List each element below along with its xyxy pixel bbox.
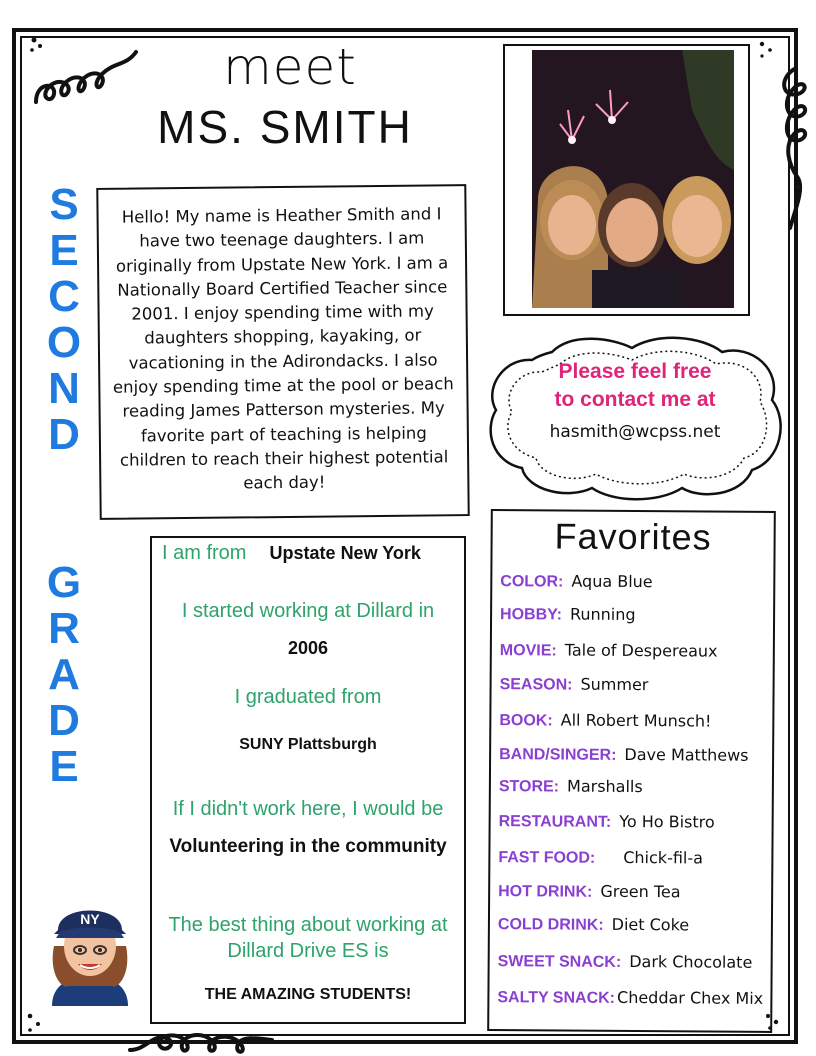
favorite-item xyxy=(498,881,768,903)
doodle-bottom-left-icon xyxy=(22,1008,52,1038)
fact-graduated-value: SUNY Plattsburgh xyxy=(239,736,377,753)
fact-from-label: I am from xyxy=(162,542,247,564)
grade-letter: N xyxy=(48,364,80,413)
teacher-photo xyxy=(532,50,734,308)
grade-letter: E xyxy=(49,742,79,791)
favorite-label: FAST FOOD: xyxy=(498,849,596,867)
doodle-top-right-icon xyxy=(748,38,814,238)
favorite-value: Running xyxy=(569,604,636,625)
favorite-value: Marshalls xyxy=(566,776,643,797)
grade-letter: D xyxy=(48,696,80,745)
contact-email-link[interactable]: hasmith@wcpss.net xyxy=(549,422,721,442)
teacher-name-title: MS. SMITH xyxy=(157,101,413,153)
favorite-label: HOBBY: xyxy=(500,606,563,624)
grade-letter: D xyxy=(48,410,80,459)
grade-letter: O xyxy=(46,318,82,367)
favorite-value: Cheddar Chex Mix xyxy=(616,987,764,1008)
fact-started-value: 2006 xyxy=(287,638,329,658)
bitmoji-avatar-icon xyxy=(44,886,136,1006)
grade-letter: G xyxy=(46,558,82,607)
title-meet: meet xyxy=(223,38,357,96)
favorite-value: Summer xyxy=(580,674,649,695)
grade-word-grade xyxy=(42,560,86,790)
fact-from-value: Upstate New York xyxy=(269,543,421,563)
favorite-value: Green Tea xyxy=(600,881,681,902)
contact-cloud xyxy=(482,330,788,504)
doodle-top-left-icon xyxy=(26,32,146,112)
facts-box xyxy=(150,536,466,1024)
favorite-item xyxy=(499,776,769,798)
favorite-value: Dark Chocolate xyxy=(629,951,753,972)
favorite-item xyxy=(497,987,767,1009)
favorite-item xyxy=(500,640,770,662)
favorites-box xyxy=(487,509,776,1033)
grade-letter: S xyxy=(49,180,79,229)
fact-else-label: If I didn't work here, I would be xyxy=(172,798,444,820)
grade-word-second xyxy=(42,182,86,458)
favorite-label: MOVIE: xyxy=(499,642,557,660)
favorite-value: Diet Coke xyxy=(611,914,690,935)
grade-letter: A xyxy=(48,650,80,699)
bio-box xyxy=(96,184,469,520)
fact-best-value: THE AMAZING STUDENTS! xyxy=(204,986,412,1003)
favorite-label: COLD DRINK: xyxy=(497,916,604,934)
favorite-label: SWEET SNACK: xyxy=(497,953,622,971)
bio-text: Hello! My name is Heather Smith and I have two teenage daughters. I am originally from Upstate New York. I am a Nationally Board Certified Teacher since 2001. I enjoy spending time with my daughters shopping, kayaking, or vacationing in the Adirondacks. I also enjoy spending time at the pool or beach reading James Patterson mysteries. My favorite part of teaching is helping children to reach their highest potential each day! xyxy=(112,204,454,493)
fact-graduated-label: I graduated from xyxy=(234,686,382,708)
favorite-item xyxy=(500,674,770,696)
favorite-item xyxy=(498,914,768,936)
favorite-label: BAND/SINGER: xyxy=(499,746,617,764)
favorite-label: HOT DRINK: xyxy=(498,883,593,901)
grade-letter: E xyxy=(49,226,79,275)
grade-letter: C xyxy=(48,272,80,321)
favorite-item xyxy=(499,811,769,833)
favorite-item xyxy=(500,604,770,626)
favorite-label: RESTAURANT: xyxy=(498,813,612,831)
favorite-value: Tale of Despereaux xyxy=(564,640,718,661)
contact-heading-line1: Please feel free xyxy=(558,360,712,383)
favorite-label: SALTY SNACK: xyxy=(497,989,616,1007)
favorite-item xyxy=(499,744,769,766)
favorite-value: Dave Matthews xyxy=(624,744,749,765)
doodle-bottom-center-icon xyxy=(126,1028,276,1056)
favorite-label: BOOK: xyxy=(499,712,553,730)
favorite-label: SEASON: xyxy=(499,676,573,694)
favorite-item xyxy=(500,571,770,593)
favorites-title: Favorites xyxy=(554,515,712,558)
favorite-value: All Robert Munsch! xyxy=(560,710,712,731)
favorite-value: Yo Ho Bistro xyxy=(619,811,715,832)
cap-logo: NY xyxy=(80,911,100,927)
favorite-value: Aqua Blue xyxy=(571,571,653,592)
favorite-label: STORE: xyxy=(498,778,560,796)
fact-from xyxy=(152,542,464,565)
fact-else-value: Volunteering in the community xyxy=(169,836,447,857)
favorite-label: COLOR: xyxy=(500,573,564,591)
favorite-item xyxy=(498,951,768,973)
teacher-photo-image-icon xyxy=(532,50,734,308)
contact-heading-line2: to contact me at xyxy=(554,388,716,411)
grade-letter: R xyxy=(48,604,80,653)
favorite-value: Chick-fil-a xyxy=(623,847,704,868)
favorite-item xyxy=(498,847,768,869)
fact-started-label: I started working at Dillard in xyxy=(181,600,435,622)
favorite-item xyxy=(499,710,769,732)
fact-best-label-2: Dillard Drive ES is xyxy=(227,940,389,962)
fact-best-label-1: The best thing about working at xyxy=(168,914,448,936)
cloud-outline-icon xyxy=(482,330,788,504)
